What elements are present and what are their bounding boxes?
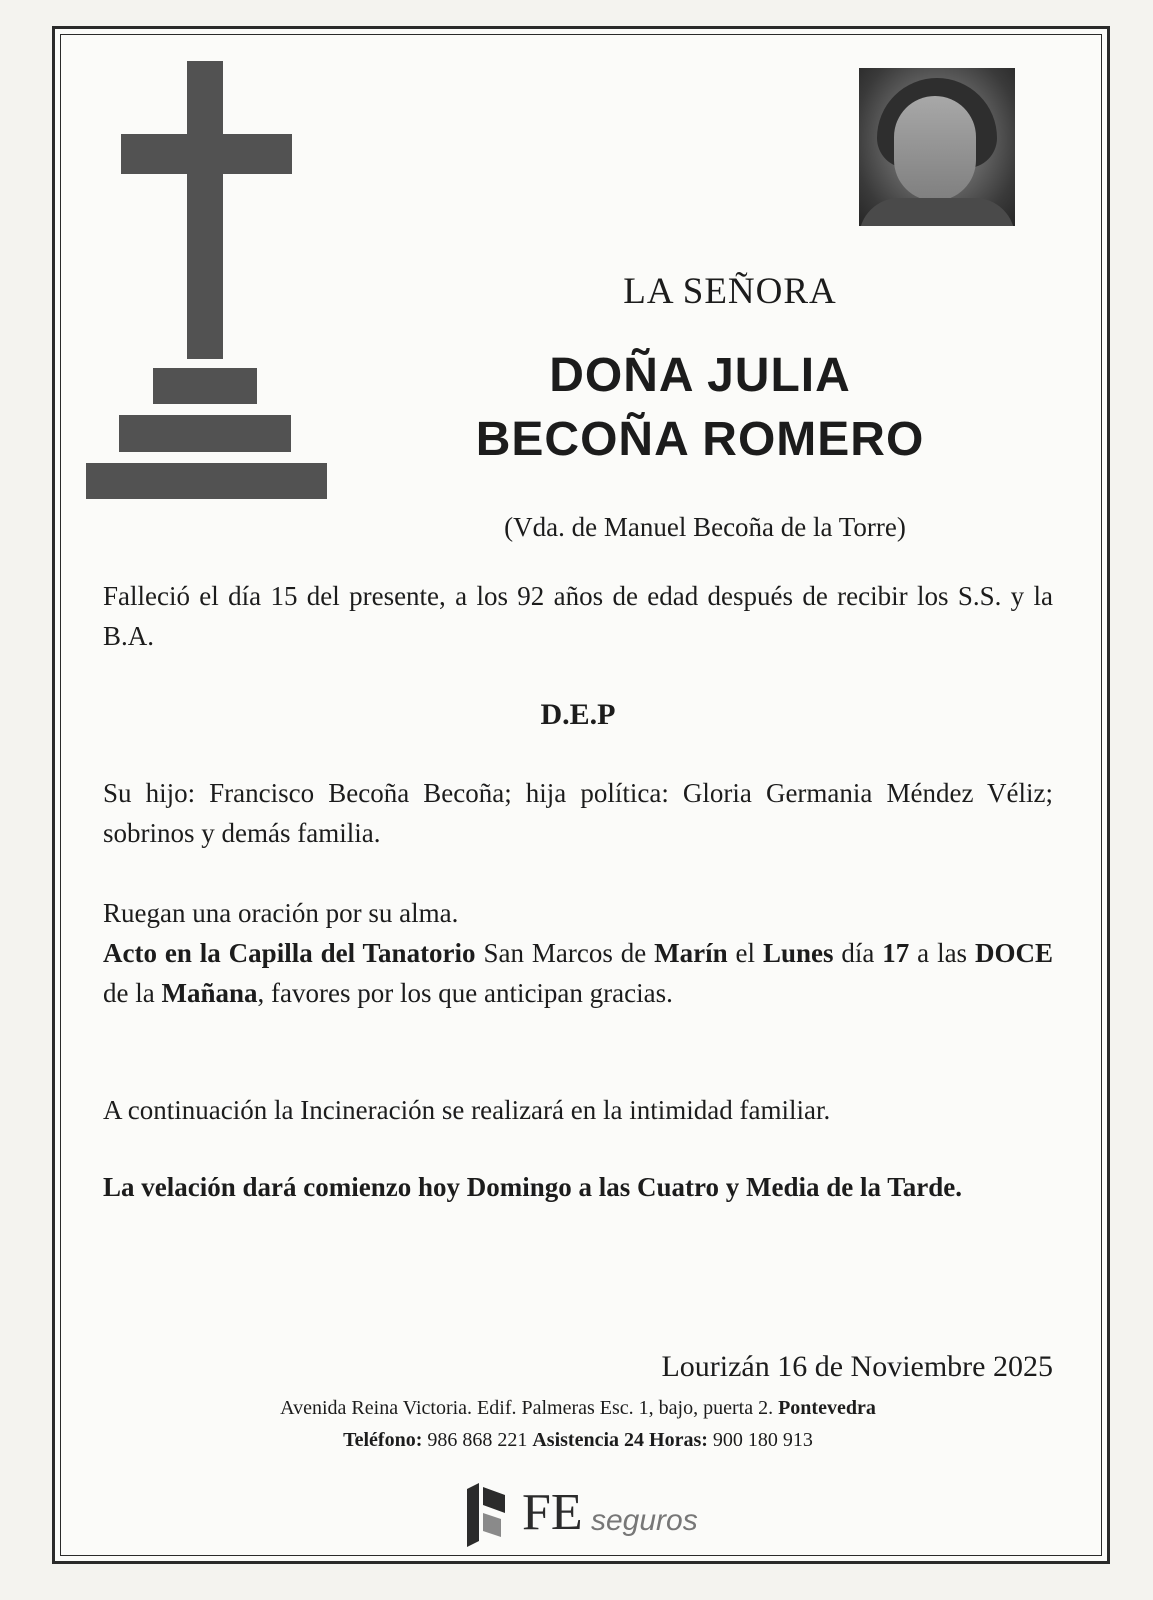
- fe-seguros-logo: [465, 1483, 705, 1549]
- logo-brand: FE: [522, 1484, 583, 1541]
- cremation-text: A continuación la Incineración se realizará en la intimidad familiar.: [103, 1095, 831, 1125]
- death-notice: Falleció el día 15 del presente, a los 92 años de edad después de recibir los S.S. y la B.A.: [103, 581, 1053, 651]
- logo-sub: seguros: [591, 1504, 698, 1537]
- prayer-text: Ruegan una oración por su alma.: [103, 898, 459, 928]
- portrait-photo: [859, 68, 1015, 226]
- ceremony-block: [103, 893, 1053, 1013]
- heading: LA SEÑORA: [623, 271, 837, 312]
- dep-text: D.E.P: [540, 698, 616, 731]
- address: Avenida Reina Victoria. Edif. Palmeras Esc. 1, bajo, puerta 2. Pontevedra: [280, 1397, 876, 1419]
- widow-of: (Vda. de Manuel Becoña de la Torre): [504, 512, 906, 542]
- place-date: Lourizán 16 de Noviembre 2025: [661, 1350, 1053, 1383]
- logo-mark-icon: [465, 1483, 509, 1549]
- name-line-2: BECOÑA ROMERO: [475, 413, 925, 466]
- ceremony-text: Acto en la Capilla del Tanatorio San Marcos de Marín el Lunes día 17 a las DOCE de la Mañana, favores por los que anticipan gracias.: [103, 938, 1053, 1008]
- wake-text: La velación dará comienzo hoy Domingo a las Cuatro y Media de la Tarde.: [103, 1172, 963, 1202]
- name-line-1: DOÑA JULIA: [549, 349, 851, 402]
- family-text: Su hijo: Francisco Becoña Becoña; hija política: Gloria Germania Méndez Véliz; sobrinos y demás familia.: [103, 778, 1053, 848]
- contact-line: Teléfono: 986 868 221 Asistencia 24 Horas: 900 180 913: [343, 1429, 813, 1451]
